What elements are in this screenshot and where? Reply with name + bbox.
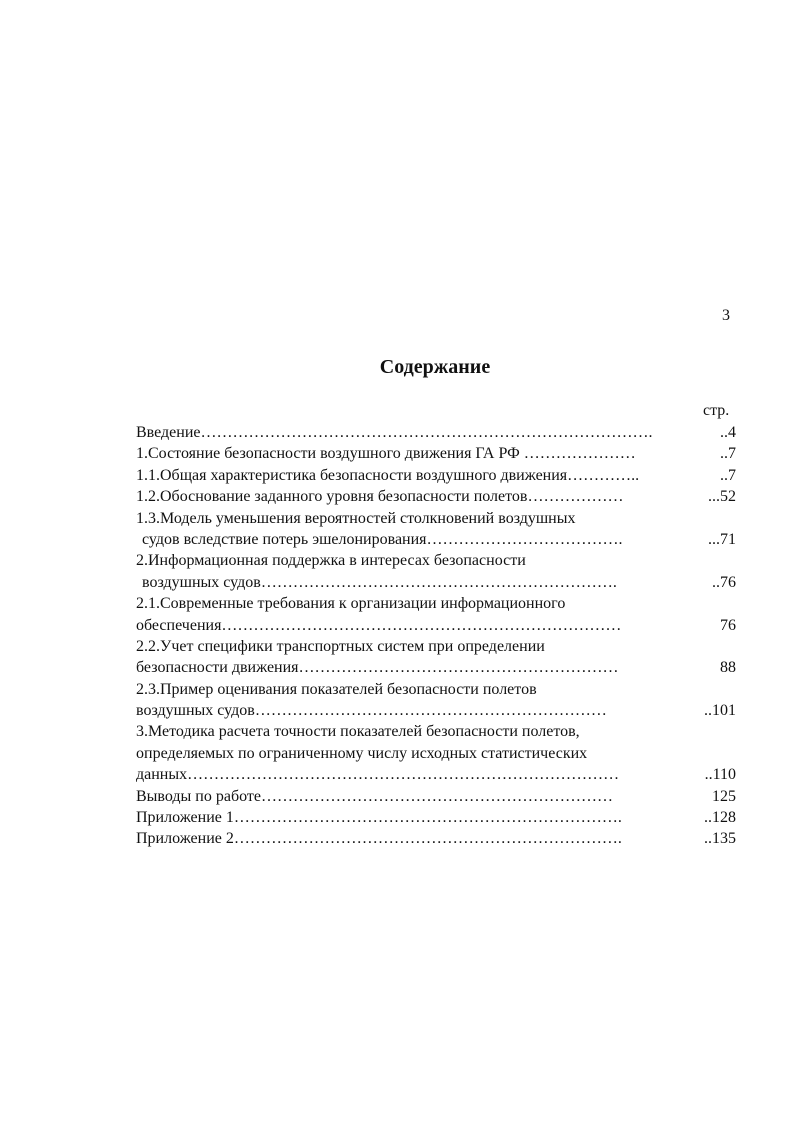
toc-line-text: воздушных судов…………………………………………………………. <box>142 573 617 591</box>
toc-line <box>136 465 736 486</box>
toc-line-text: 2.Информационная поддержка в интересах безопасности <box>136 552 526 570</box>
toc-line <box>136 550 736 571</box>
toc-line-text: 3.Методика расчета точности показателей безопасности полетов, <box>136 723 580 741</box>
toc-line-text: безопасности движения…………………………………………………… <box>136 659 619 677</box>
toc-line <box>136 721 736 742</box>
toc-line-text: 2.2.Учет специфики транспортных систем при определении <box>136 637 545 655</box>
toc-line-text: данных……………………………………………………………………… <box>136 766 620 784</box>
toc-line-page: ...52 <box>708 486 736 507</box>
page-title: Содержание <box>379 356 491 378</box>
toc-line <box>136 529 736 550</box>
toc-line-page: 88 <box>720 657 736 678</box>
page-column-label: стр. <box>703 402 730 419</box>
toc-line <box>136 615 736 636</box>
toc-line-text: 2.1.Современные требования к организации информационного <box>136 595 566 613</box>
toc-line <box>136 700 736 721</box>
toc-line <box>136 636 736 657</box>
toc-line-text: 1.3.Модель уменьшения вероятностей столкновений воздушных <box>136 509 576 527</box>
toc-line <box>136 807 736 828</box>
toc-line <box>136 572 736 593</box>
toc-line-page: 76 <box>720 615 736 636</box>
toc-line-text: определяемых по ограниченному числу исходных статистических <box>136 744 588 762</box>
toc-line-page: ..76 <box>712 572 736 593</box>
toc-line <box>136 679 736 700</box>
toc-line-text: воздушных судов………………………………………………………… <box>136 702 607 720</box>
toc-line-page: ..7 <box>720 443 736 464</box>
toc-line <box>136 443 736 464</box>
toc-line <box>136 593 736 614</box>
table-of-contents <box>136 422 736 850</box>
toc-line-text: обеспечения………………………………………………………………… <box>136 616 622 634</box>
toc-line <box>136 657 736 678</box>
toc-line <box>136 764 736 785</box>
toc-line-page: ..101 <box>704 700 736 721</box>
toc-line-text: 1.1.Общая характеристика безопасности воздушного движения………….. <box>136 466 640 484</box>
toc-line-page: ...71 <box>708 529 736 550</box>
toc-line-page: ..7 <box>720 465 736 486</box>
toc-line <box>136 508 736 529</box>
page-number: 3 <box>722 307 730 324</box>
toc-line-text: Введение…………………………………………………………………………. <box>136 424 653 441</box>
toc-line <box>136 743 736 764</box>
toc-line-text: Выводы по работе………………………………………………………… <box>136 787 613 805</box>
toc-line-text: 1.2.Обоснование заданного уровня безопасности полетов……………… <box>136 488 624 506</box>
toc-line-text: Приложение 2………………………………………………………………. <box>136 830 622 848</box>
toc-line-page: 125 <box>712 786 736 807</box>
toc-line-text: Приложение 1………………………………………………………………. <box>136 809 622 827</box>
toc-line-page: ..135 <box>704 828 736 849</box>
toc-line <box>136 828 736 849</box>
toc-line <box>136 486 736 507</box>
toc-line-page: ..4 <box>720 422 736 443</box>
toc-line-text: судов вследствие потерь эшелонирования………………………………. <box>142 530 623 548</box>
toc-line-text: 1.Состояние безопасности воздушного движения ГА РФ ………………… <box>136 445 636 463</box>
toc-line-page: ..110 <box>705 764 736 785</box>
toc-line <box>136 786 736 807</box>
toc-line-page: ..128 <box>704 807 736 828</box>
toc-line-text: 2.3.Пример оценивания показателей безопасности полетов <box>136 680 537 698</box>
toc-line <box>136 422 736 443</box>
